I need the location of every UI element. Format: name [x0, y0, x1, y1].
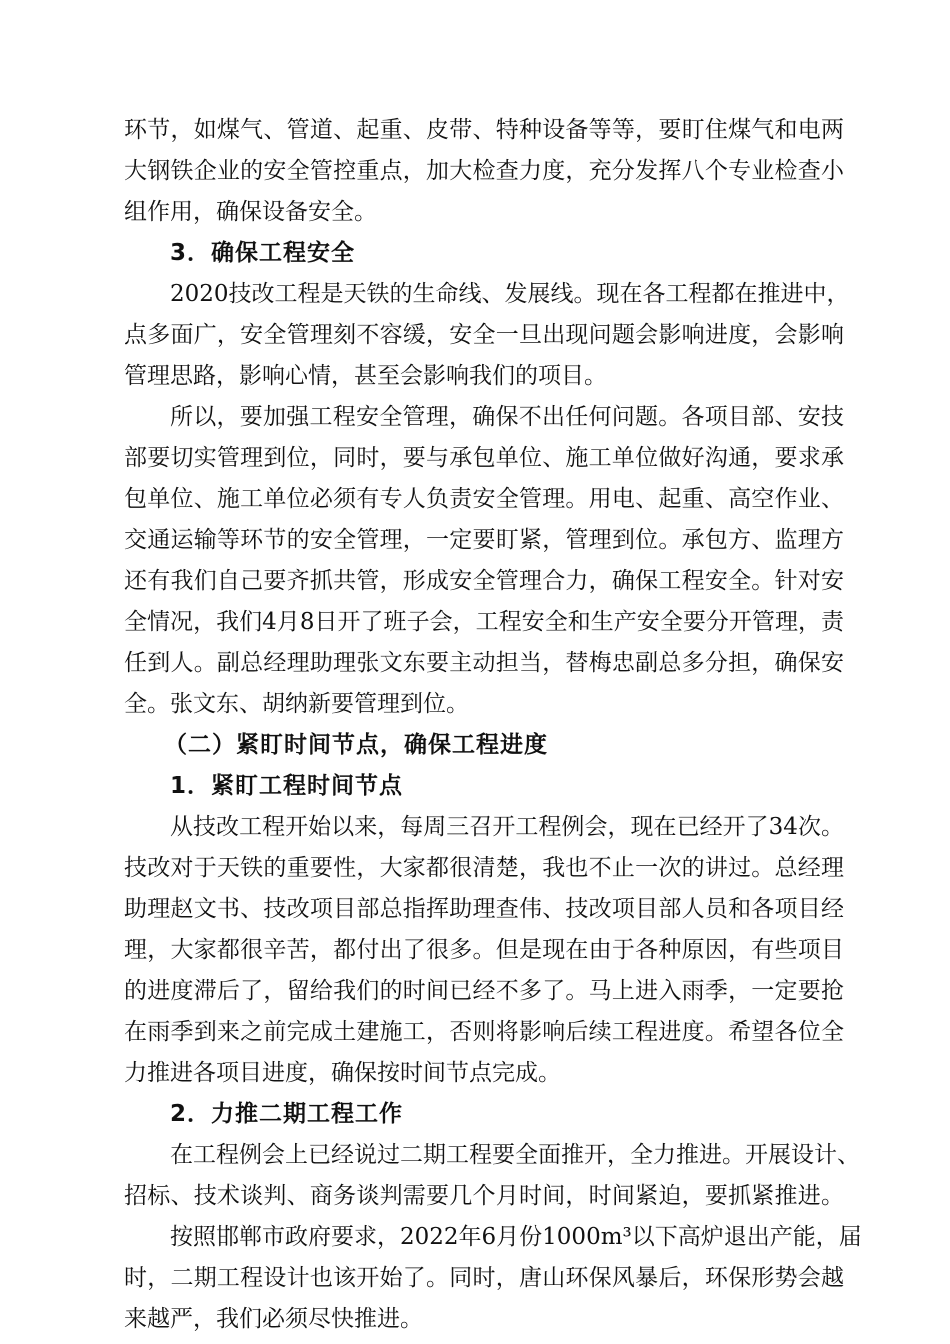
text-line: 时，二期工程设计也该开始了。同时，唐山环保风暴后，环保形势会越	[124, 1265, 844, 1291]
text-line: 还有我们自己要齐抓共管，形成安全管理合力，确保工程安全。针对安	[124, 568, 844, 594]
text-line: 交通运输等环节的安全管理，一定要盯紧，管理到位。承包方、监理方	[124, 527, 844, 553]
text-line: 组作用，确保设备安全。	[124, 199, 377, 225]
subsection-heading-1: 1．紧盯工程时间节点	[170, 773, 404, 799]
text-line: 来越严，我们必须尽快推进。	[124, 1306, 423, 1332]
text-line: 点多面广，安全管理刻不容缓，安全一旦出现问题会影响进度，会影响	[124, 322, 844, 348]
text-line: 环节，如煤气、管道、起重、皮带、特种设备等等，要盯住煤气和电两	[124, 117, 844, 143]
text-line: 的进度滞后了，留给我们的时间已经不多了。马上进入雨季，一定要抢	[124, 978, 844, 1004]
text-line: 按照邯郸市政府要求，2022年6月份1000m³以下高炉退出产能，届	[170, 1224, 862, 1250]
text-line: 在雨季到来之前完成土建施工，否则将影响后续工程进度。希望各位全	[124, 1019, 844, 1045]
text-line: 管理思路，影响心情，甚至会影响我们的项目。	[124, 363, 607, 389]
text-line: 所以，要加强工程安全管理，确保不出任何问题。各项目部、安技	[170, 404, 844, 430]
text-line: 理，大家都很辛苦，都付出了很多。但是现在由于各种原因，有些项目	[124, 937, 844, 963]
text-line: 全情况，我们4月8日开了班子会，工程安全和生产安全要分开管理，责	[124, 609, 844, 635]
text-line: 大钢铁企业的安全管控重点，加大检查力度，充分发挥八个专业检查小	[124, 158, 844, 184]
text-line: 在工程例会上已经说过二期工程要全面推开，全力推进。开展设计、	[170, 1142, 860, 1168]
text-line: 从技改工程开始以来，每周三召开工程例会，现在已经开了34次。	[170, 814, 844, 840]
section-heading-3: 3．确保工程安全	[170, 240, 356, 266]
text-line: 包单位、施工单位必须有专人负责安全管理。用电、起重、高空作业、	[124, 486, 844, 512]
text-line: 全。张文东、胡纳新要管理到位。	[124, 691, 469, 717]
text-line: 2020技改工程是天铁的生命线、发展线。现在各工程都在推进中，	[170, 281, 850, 307]
text-line: 力推进各项目进度，确保按时间节点完成。	[124, 1060, 561, 1086]
text-line: 技改对于天铁的重要性，大家都很清楚，我也不止一次的讲过。总经理	[124, 855, 844, 881]
section-heading-2: （二）紧盯时间节点，确保工程进度	[164, 732, 548, 758]
subsection-heading-2: 2．力推二期工程工作	[170, 1101, 404, 1127]
text-line: 助理赵文书、技改项目部总指挥助理查伟、技改项目部人员和各项目经	[124, 896, 844, 922]
text-line: 部要切实管理到位，同时，要与承包单位、施工单位做好沟通，要求承	[124, 445, 844, 471]
text-line: 任到人。副总经理助理张文东要主动担当，替梅忠副总多分担，确保安	[124, 650, 844, 676]
text-line: 招标、技术谈判、商务谈判需要几个月时间，时间紧迫，要抓紧推进。	[124, 1183, 844, 1209]
